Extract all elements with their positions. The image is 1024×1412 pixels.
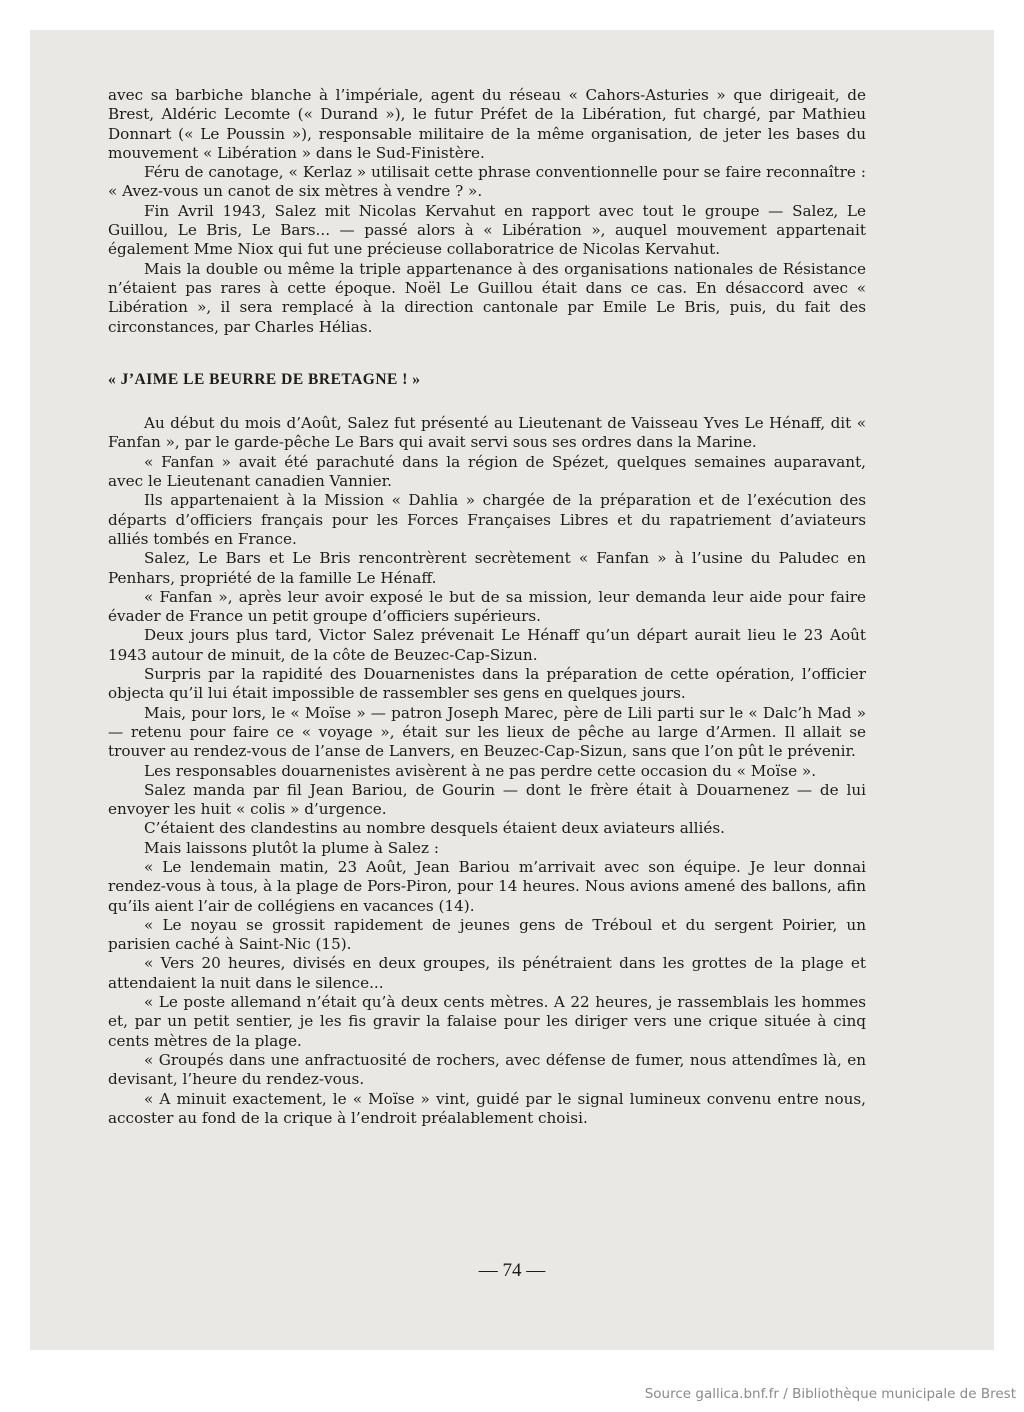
paragraph: Mais laissons plutôt la plume à Salez : xyxy=(144,838,439,857)
paragraph: « Vers 20 heures, divisés en deux groupes, ils pénétraient dans les grottes de la plage et attendaient la nuit dans le silence... xyxy=(108,954,866,992)
page-number: — 74 — xyxy=(478,1260,546,1281)
paragraph: « Le noyau se grossit rapidement de jeunes gens de Tréboul et du sergent Poirier, un parisien caché à Saint-Nic (15). xyxy=(108,915,866,954)
paragraph: C’étaient des clandestins au nombre desquels étaient deux aviateurs alliés. xyxy=(144,819,725,838)
page-body xyxy=(108,86,866,1128)
section-heading: « J’AIME LE BEURRE DE BRETAGNE ! » xyxy=(108,370,421,388)
paragraph: Mais, pour lors, le « Moïse » — patron Joseph Marec, père de Lili parti sur le « Dalc’h Mad » — retenu pour faire ce « voyage », était sur les lieux de pêche au large d’Armen. Il allait se trouver au rendez-vous de l’anse de Lanvers, en Beuzec-Cap-Sizun, sans que l’on pût le prévenir. xyxy=(108,703,866,761)
paragraph: « Fanfan » avait été parachuté dans la région de Spézet, quelques semaines auparavant, avec le Lieutenant canadien Vannier. xyxy=(108,452,866,491)
source-credit: Source gallica.bnf.fr / Bibliothèque municipale de Brest xyxy=(644,1386,1016,1402)
paragraph: « Le lendemain matin, 23 Août, Jean Bariou m’arrivait avec son équipe. Je leur donnai rendez-vous à tous, à la plage de Pors-Piron, pour 14 heures. Nous avions amené des ballons, afin qu’ils aient l’air de collégiens en vacances (14). xyxy=(108,857,866,915)
paragraph: Salez manda par fil Jean Bariou, de Gourin — dont le frère était à Douarnenez — de lui envoyer les huit « colis » d’urgence. xyxy=(108,780,866,819)
paragraph: Fin Avril 1943, Salez mit Nicolas Kervahut en rapport avec tout le groupe — Salez, Le Guillou, Le Bris, Le Bars... — passé alors à « Libération », auquel mouvement appartenait également Mme Niox qui fut une précieuse collaboratrice de Nicolas Kervahut. xyxy=(108,201,866,259)
paragraph: Mais la double ou même la triple appartenance à des organisations nationales de Résistance n’étaient pas rares à cette époque. Noël Le Guillou était dans ce cas. En désaccord avec « Libération », il sera remplacé à la direction cantonale par Emile Le Bris, puis, du fait des circonstances, par Charles Hélias. xyxy=(108,259,866,336)
paragraph: « A minuit exactement, le « Moïse » vint, guidé par le signal lumineux convenu entre nous, accoster au fond de la crique à l’endroit préalablement choisi. xyxy=(108,1089,866,1127)
paragraph: « Le poste allemand n’était qu’à deux cents mètres. A 22 heures, je rassemblais les hommes et, par un petit sentier, je les fis gravir la falaise pour les diriger vers une crique située à cinq cents mètres de la plage. xyxy=(108,993,866,1050)
paragraph: Les responsables douarnenistes avisèrent à ne pas perdre cette occasion du « Moïse ». xyxy=(144,761,817,780)
paragraph: « Fanfan », après leur avoir exposé le but de sa mission, leur demanda leur aide pour faire évader de France un petit groupe d’officiers supérieurs. xyxy=(108,587,866,626)
paragraph: Au début du mois d’Août, Salez fut présenté au Lieutenant de Vaisseau Yves Le Hénaff, dit « Fanfan », par le garde-pêche Le Bars qui avait servi sous ses ordres dans la Marine. xyxy=(108,414,866,452)
paragraph: « Groupés dans une anfractuosité de rochers, avec défense de fumer, nous attendîmes là, en devisant, l’heure du rendez-vous. xyxy=(108,1050,866,1089)
paragraph: Ils appartenaient à la Mission « Dahlia » chargée de la préparation et de l’exécution des départs d’officiers français pour les Forces Françaises Libres et du rapatriement d’aviateurs alliés tombés en France. xyxy=(108,491,866,548)
paragraph: Salez, Le Bars et Le Bris rencontrèrent secrètement « Fanfan » à l’usine du Paludec en Penhars, propriété de la famille Le Hénaff. xyxy=(108,549,866,587)
paragraph: Surpris par la rapidité des Douarnenistes dans la préparation de cette opération, l’officier objecta qu’il lui était impossible de rassembler ses gens en quelques jours. xyxy=(108,665,866,703)
paragraph: avec sa barbiche blanche à l’impériale, agent du réseau « Cahors-Asturies » que dirigeait, de Brest, Aldéric Lecomte (« Durand »), le futur Préfet de la Libération, fut chargé, par Mathieu Donnart (« Le Poussin »), responsable militaire de la même organisation, de jeter les bases du mouvement « Libération » dans le Sud-Finistère. xyxy=(108,86,866,162)
paragraph: Deux jours plus tard, Victor Salez prévenait Le Hénaff qu’un départ aurait lieu le 23 Août 1943 autour de minuit, de la côte de Beuzec-Cap-Sizun. xyxy=(108,626,866,664)
paragraph: Féru de canotage, « Kerlaz » utilisait cette phrase conventionnelle pour se faire reconnaître : « Avez-vous un canot de six mètres à vendre ? ». xyxy=(108,163,866,201)
